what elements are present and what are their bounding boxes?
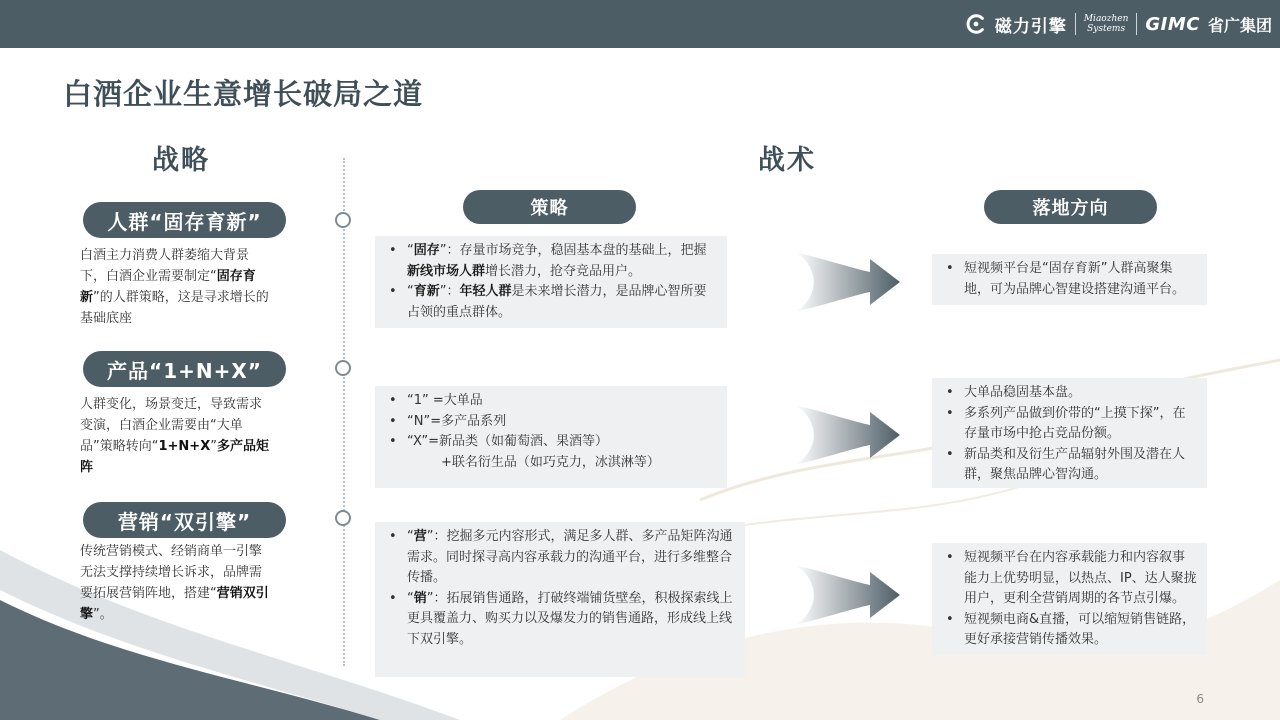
strategy-pill-marketing: 营销“双引擎” bbox=[83, 502, 286, 538]
arrow-right-icon bbox=[795, 560, 905, 630]
bold-text: 1+N+X bbox=[158, 439, 211, 454]
bold-text: 年轻人群 bbox=[459, 284, 512, 299]
bullet-icon: • bbox=[946, 446, 954, 462]
strategy-pill-audience: 人群“固存育新” bbox=[83, 202, 286, 238]
bullet-icon: • bbox=[389, 434, 397, 449]
text: ”：拓展销售通路，打破终端铺货壁垒，积极探索线上更具覆盖力、购买力以及爆发力的销售通路，形成线上线下双引擎。 bbox=[407, 590, 733, 647]
timeline-line bbox=[343, 158, 345, 666]
page-title: 白酒企业生意增长破局之道 bbox=[63, 77, 424, 111]
policy-box-audience bbox=[375, 236, 727, 328]
bullet-icon: • bbox=[946, 611, 954, 627]
group-name: 省广集团 bbox=[1207, 15, 1272, 35]
policy-box-marketing bbox=[375, 522, 745, 677]
bullet-item bbox=[385, 432, 717, 453]
text: ” bbox=[210, 439, 217, 454]
bold-text: 销 bbox=[413, 590, 427, 606]
bullet-item bbox=[385, 412, 717, 433]
cili-logo-icon bbox=[965, 13, 987, 35]
text: 是未来增长潜力，是品牌心智所要占领的重点群体。 bbox=[407, 284, 707, 320]
landing-header: 落地方向 bbox=[984, 190, 1157, 224]
strategy-heading: 战略 bbox=[152, 145, 210, 176]
text: 多系列产品做到价带的“上摸下探”，在存量市场中抢占竞品份额。 bbox=[964, 405, 1186, 441]
strategy-desc-marketing bbox=[80, 541, 270, 625]
text: “ bbox=[407, 243, 414, 258]
bold-text: 固存育新 bbox=[80, 269, 256, 305]
strategy-desc-audience bbox=[80, 245, 270, 329]
timeline-node bbox=[335, 510, 351, 526]
brand-divider bbox=[1136, 13, 1137, 35]
text: 传统营销模式、经销商单一引擎无法支撑持续增长诉求，品牌需要拓展营销阵地，搭建“ bbox=[80, 544, 263, 601]
text: “ bbox=[407, 284, 414, 299]
landing-box-marketing bbox=[932, 543, 1207, 655]
text: “X”=新品类（如葡萄酒、果酒等） bbox=[407, 434, 608, 449]
text: “1” =大单品 bbox=[407, 393, 483, 408]
bullet-icon: • bbox=[389, 243, 397, 258]
header-bar bbox=[0, 0, 1280, 48]
bold-text: 育新 bbox=[413, 284, 440, 299]
bullet-item bbox=[942, 404, 1197, 445]
bullet-item bbox=[942, 548, 1197, 610]
bullet-item bbox=[942, 383, 1197, 404]
arrow-right-icon bbox=[795, 400, 905, 470]
bold-text: 多产品矩阵 bbox=[80, 439, 269, 475]
text: 短视频平台在内容承载能力和内容叙事能力上优势明显，以热点、IP、达人聚拢用户，更利全营销周期的各节点引爆。 bbox=[964, 550, 1197, 606]
bullet-icon: • bbox=[946, 405, 954, 421]
bullet-item bbox=[385, 282, 717, 323]
miaozhen-line1: Miaozhen bbox=[1083, 14, 1129, 24]
bullet-icon: • bbox=[946, 261, 954, 276]
text: ”：挖掘多元内容形式，满足多人群、多产品矩阵沟通需求。同时探寻高内容承载力的沟通平台，进行多维整合传播。 bbox=[407, 529, 733, 585]
arrow-right-icon bbox=[795, 247, 905, 317]
timeline-node bbox=[335, 360, 351, 376]
policy-header: 策略 bbox=[463, 190, 636, 224]
brand-name: 磁力引擎 bbox=[994, 16, 1067, 37]
text: +联名衍生品（如巧克力，冰淇淋等） bbox=[441, 454, 660, 470]
text: 短视频平台是“固存育新”人群高聚集地，可为品牌心智建设搭建沟通平台。 bbox=[964, 261, 1186, 297]
bullet-icon: • bbox=[389, 590, 397, 606]
bullet-item bbox=[942, 259, 1197, 300]
bullet-icon: • bbox=[946, 550, 954, 565]
text: 大单品稳固基本盘。 bbox=[964, 385, 1082, 400]
text: 白酒主力消费人群萎缩大背景下，白酒企业需要制定“ bbox=[80, 248, 250, 284]
landing-box-audience bbox=[932, 254, 1207, 305]
text: “ bbox=[407, 529, 414, 544]
brand-divider bbox=[1075, 13, 1076, 35]
miaozhen-line2: Systems bbox=[1087, 24, 1126, 34]
bullet-icon: • bbox=[946, 385, 954, 400]
bullet-icon: • bbox=[389, 393, 397, 408]
text: 新品类和及衍生产品辐射外围及潜在人群，聚焦品牌心智沟通。 bbox=[964, 446, 1186, 482]
bullet-item bbox=[385, 453, 717, 474]
text: ”： bbox=[439, 284, 460, 299]
tactics-heading: 战术 bbox=[758, 145, 816, 176]
text: ”：存量市场竞争，稳固基本盘的基础上，把握 bbox=[439, 243, 707, 258]
text: 增长潜力，抢夺竞品用户。 bbox=[485, 263, 642, 279]
bullet-icon: • bbox=[389, 413, 397, 429]
bullet-item bbox=[385, 391, 717, 412]
bullet-item bbox=[385, 589, 735, 651]
text: “N”=多产品系列 bbox=[407, 413, 507, 429]
bullet-item bbox=[385, 241, 717, 282]
landing-box-product bbox=[932, 378, 1207, 488]
text: ”的人群策略，这是寻求增长的基础底座 bbox=[80, 290, 269, 326]
strategy-pill-product: 产品“1+N+X” bbox=[83, 351, 286, 387]
bold-text: 营 bbox=[413, 529, 427, 544]
bullet-item bbox=[942, 610, 1197, 651]
bullet-icon: • bbox=[389, 529, 397, 544]
gimc-logo: GIMC bbox=[1145, 13, 1200, 35]
text: “ bbox=[407, 590, 414, 606]
bullet-item bbox=[385, 527, 735, 589]
strategy-desc-product bbox=[80, 394, 270, 478]
policy-box-product bbox=[375, 386, 727, 488]
brand-logos bbox=[965, 0, 1272, 48]
miaozhen-logo bbox=[1084, 14, 1129, 34]
timeline-node bbox=[335, 212, 351, 228]
text: 人群变化，场景变迁，导致需求变演，白酒企业需要由“大单品”策略转向“ bbox=[80, 397, 263, 454]
bold-text: 新线市场人群 bbox=[407, 263, 486, 279]
page-number: 6 bbox=[1196, 692, 1204, 706]
bold-text: 营销双引擎 bbox=[80, 586, 269, 622]
bold-text: 固存 bbox=[413, 243, 440, 258]
text: ”。 bbox=[93, 607, 113, 622]
bullet-item bbox=[942, 445, 1197, 486]
text: 短视频电商&直播，可以缩短销售链路，更好承接营销传播效果。 bbox=[964, 611, 1196, 647]
bullet-icon: • bbox=[389, 284, 397, 299]
